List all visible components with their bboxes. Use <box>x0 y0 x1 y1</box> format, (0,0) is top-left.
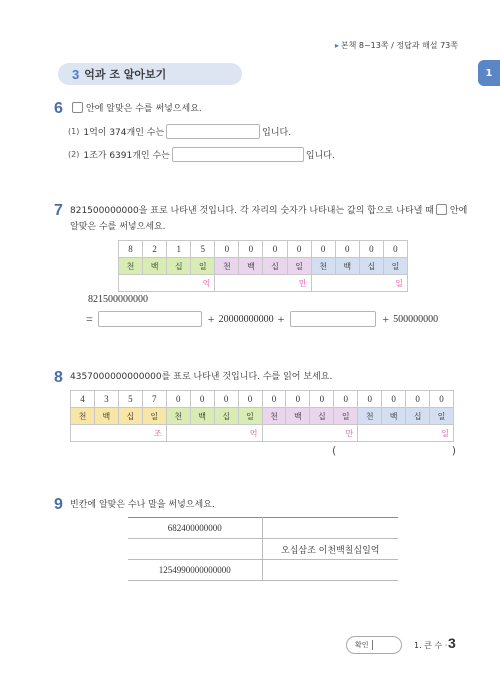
digit-cell: 0 <box>334 391 358 408</box>
chapter-tab-label: 1 <box>485 67 493 79</box>
section-title <box>58 63 242 85</box>
digit-cell: 0 <box>190 391 214 408</box>
plus-sign: + <box>382 311 390 326</box>
number-word-table <box>128 517 398 581</box>
place-cell: 십 <box>214 408 238 425</box>
sub1-suffix: 입니다. <box>262 127 292 138</box>
question-6-text: 안에 알맞은 수를 써넣으세요. <box>86 104 202 114</box>
digit-cell: 0 <box>286 391 310 408</box>
question-9-instruction: 빈칸에 알맞은 수나 말을 써넣으세요. <box>70 500 215 510</box>
unit-cell-man: 만 <box>215 275 311 292</box>
table-cell-number: 682400000000 <box>128 518 262 539</box>
table-cell-number: 1254990000000000 <box>128 560 262 581</box>
place-cell: 일 <box>334 408 358 425</box>
plus-sign: + <box>277 311 285 326</box>
unit-cell-man: 만 <box>262 425 358 442</box>
paren-close: ) <box>451 444 456 457</box>
plus-sign: + <box>207 311 215 326</box>
digit-cell: 0 <box>359 241 383 258</box>
unit-label: 1. 큰 수 · <box>414 641 448 650</box>
place-value-table-8 <box>70 390 454 442</box>
place-cell: 일 <box>142 408 166 425</box>
question-7-text-2: 안에 <box>449 206 468 216</box>
sub2-text: 1조가 6391개인 수는 <box>83 150 170 161</box>
answer-cell[interactable] <box>128 539 262 560</box>
place-cell: 십 <box>167 258 191 275</box>
unit-cell-eok: 억 <box>119 275 215 292</box>
reference-text: 본책 8~13쪽 / 정답과 해설 73쪽 <box>340 41 458 50</box>
question-7-number-line: 821500000000 <box>88 294 148 305</box>
place-cell: 천 <box>311 258 335 275</box>
digit-cell: 0 <box>430 391 454 408</box>
unit-row <box>71 425 454 442</box>
digit-cell: 0 <box>406 391 430 408</box>
answer-field-7-2[interactable] <box>290 311 376 327</box>
digit-cell: 0 <box>287 241 311 258</box>
digit-cell: 0 <box>263 241 287 258</box>
place-cell: 일 <box>287 258 311 275</box>
question-7-text-1: 821500000000을 표로 나타낸 것입니다. 각 자리의 숫자가 나타내는 값의 합으로 나타낼 때 <box>70 206 434 216</box>
place-cell: 십 <box>310 408 334 425</box>
place-cell: 백 <box>190 408 214 425</box>
place-cell: 천 <box>358 408 382 425</box>
page-number: 3 <box>448 635 456 651</box>
digit-cell: 0 <box>383 241 407 258</box>
digit-cell: 5 <box>118 391 142 408</box>
table-row <box>128 560 398 581</box>
digit-cell: 5 <box>191 241 215 258</box>
section-title-text: 억과 조 알아보기 <box>84 68 167 81</box>
unit-cell-il: 일 <box>311 275 407 292</box>
place-cell: 천 <box>215 258 239 275</box>
place-cell: 십 <box>118 408 142 425</box>
divider <box>372 640 373 650</box>
unit-row <box>119 275 408 292</box>
question-6-instruction <box>70 101 202 117</box>
digit-cell: 0 <box>166 391 190 408</box>
digit-row <box>71 391 454 408</box>
question-7-number: 7 <box>54 202 63 219</box>
question-7-instruction <box>70 203 470 235</box>
place-row <box>71 408 454 425</box>
sub2-suffix: 입니다. <box>305 150 335 161</box>
place-cell: 일 <box>191 258 215 275</box>
answer-field-7-1[interactable] <box>98 311 202 327</box>
answer-cell[interactable] <box>262 518 398 539</box>
unit-cell-il: 일 <box>358 425 454 442</box>
place-cell: 십 <box>359 258 383 275</box>
digit-cell: 0 <box>311 241 335 258</box>
digit-cell: 0 <box>382 391 406 408</box>
term-4: 500000000 <box>393 313 439 325</box>
answer-field-8[interactable] <box>332 444 456 457</box>
question-9-number: 9 <box>54 496 63 513</box>
section-number: 3 <box>72 66 80 82</box>
question-6-sub2 <box>68 146 335 162</box>
digit-cell: 0 <box>335 241 359 258</box>
place-cell: 십 <box>263 258 287 275</box>
sub1-marker: (1) <box>68 126 80 136</box>
place-cell: 천 <box>119 258 143 275</box>
place-cell: 천 <box>166 408 190 425</box>
place-cell: 십 <box>406 408 430 425</box>
place-cell: 백 <box>143 258 167 275</box>
place-cell: 백 <box>335 258 359 275</box>
digit-cell: 0 <box>262 391 286 408</box>
digit-cell: 0 <box>215 241 239 258</box>
digit-cell: 2 <box>143 241 167 258</box>
blank-box-icon <box>72 102 83 113</box>
digit-cell: 0 <box>214 391 238 408</box>
digit-cell: 7 <box>142 391 166 408</box>
place-cell: 백 <box>239 258 263 275</box>
digit-row <box>119 241 408 258</box>
chapter-tab <box>478 60 500 86</box>
reference-note <box>335 40 458 51</box>
table-row <box>128 539 398 560</box>
digit-cell: 0 <box>310 391 334 408</box>
digit-cell: 0 <box>238 391 262 408</box>
question-8-number: 8 <box>54 369 63 386</box>
question-8-instruction: 4357000000000000를 표로 나타낸 것입니다. 수를 읽어 보세요. <box>70 372 333 382</box>
question-6-number: 6 <box>54 100 63 117</box>
digit-cell: 3 <box>94 391 118 408</box>
place-value-table-7 <box>118 240 408 292</box>
question-7-text-3: 알맞은 수를 써넣으세요. <box>70 222 166 232</box>
paren-open: ( <box>332 444 337 457</box>
digit-cell: 1 <box>167 241 191 258</box>
blank-box-icon <box>436 204 447 215</box>
place-cell: 백 <box>382 408 406 425</box>
triangle-icon: ▸ <box>334 41 339 50</box>
sub2-marker: (2) <box>68 149 80 159</box>
check-label: 확인 <box>355 641 369 649</box>
table-cell-words: 오십삼조 이천백칠십일억 <box>262 539 398 560</box>
term-2: 20000000000 <box>218 313 274 325</box>
equals-sign: = <box>86 311 93 326</box>
place-cell: 천 <box>262 408 286 425</box>
answer-cell[interactable] <box>262 560 398 581</box>
place-cell: 일 <box>238 408 262 425</box>
digit-cell: 8 <box>119 241 143 258</box>
digit-cell: 4 <box>71 391 95 408</box>
table-row <box>128 518 398 539</box>
place-cell: 백 <box>286 408 310 425</box>
place-cell: 일 <box>383 258 407 275</box>
digit-cell: 0 <box>358 391 382 408</box>
place-cell: 일 <box>430 408 454 425</box>
place-cell: 백 <box>94 408 118 425</box>
place-cell: 천 <box>71 408 95 425</box>
question-6-sub1 <box>68 123 291 139</box>
unit-cell-eok: 억 <box>166 425 262 442</box>
sub1-text: 1억이 374개인 수는 <box>83 127 165 138</box>
question-7-equation <box>86 311 438 327</box>
answer-field-6-1[interactable] <box>166 124 260 139</box>
check-badge[interactable] <box>346 636 402 654</box>
answer-field-6-2[interactable] <box>172 147 304 162</box>
unit-cell-jo: 조 <box>71 425 167 442</box>
digit-cell: 0 <box>239 241 263 258</box>
place-row <box>119 258 408 275</box>
